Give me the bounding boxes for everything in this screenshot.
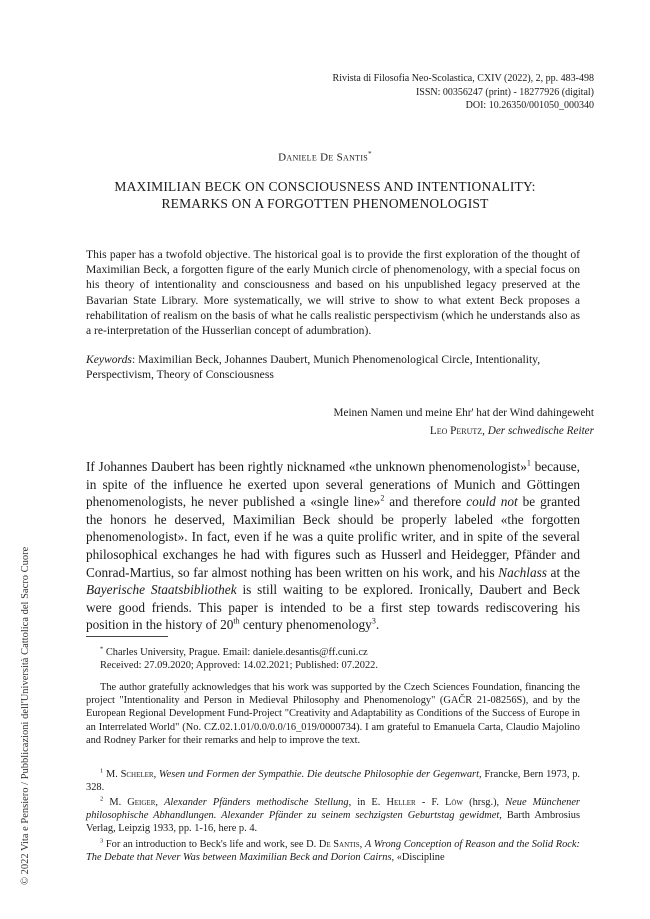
- journal-info: [333, 72, 594, 113]
- epigraph-sep: ,: [482, 425, 488, 437]
- copyright-side-credit: © 2022 Vita e Pensiero / Pubblicazioni dell'Università Cattolica del Sacro Cuore: [20, 546, 31, 885]
- body-text-6: is still waiting to be explored. Ironically, Daubert and Beck were good friends. This paper is intended to be a first step towards rediscovering his position in the history of 20: [86, 582, 580, 633]
- keywords: [86, 352, 580, 382]
- journal-doi: DOI: 10.26350/001050_000340: [465, 100, 594, 111]
- keywords-label: Keywords: [86, 353, 132, 366]
- footnote-affiliation-text: Charles University, Prague. Email: daniele.desantis@ff.cuni.cz: [103, 647, 368, 658]
- title-line-1: MAXIMILIAN BECK ON CONSCIOUSNESS AND INTENTIONALITY:: [114, 179, 536, 194]
- journal-citation: Rivista di Filosofia Neo-Scolastica, CXIV (2022), 2, pp. 483-498: [332, 73, 594, 84]
- footnote-2-number: 2: [100, 795, 104, 803]
- footnote-2-initial: M.: [103, 797, 128, 808]
- footnote-3-author: De Santis: [318, 839, 360, 850]
- footnote-2-author: Geiger: [127, 797, 156, 808]
- article-title: [60, 178, 590, 212]
- keywords-text: : Maximilian Beck, Johannes Daubert, Munich Phenomenological Circle, Intentionality, Perspectivism, Theory of Consciousness: [86, 353, 541, 382]
- footnote-ref-1[interactable]: 1: [526, 458, 531, 468]
- journal-issn: ISSN: 00356247 (print) - 18277926 (digital): [415, 86, 594, 98]
- footnote-2-mid-2: - F.: [415, 797, 446, 808]
- body-text-5: at the: [546, 564, 580, 580]
- footnote-1: [86, 768, 580, 794]
- footnote-1-rest: , Francke, Bern 1973, p. 328.: [86, 769, 580, 794]
- author-name: Daniele De Santis: [278, 151, 369, 164]
- footnote-author-affiliation: [86, 646, 580, 659]
- footnote-2-editor-2: Löw: [445, 797, 464, 808]
- footnote-1-author: Scheler: [120, 769, 154, 780]
- body-paragraph: [86, 458, 580, 634]
- footnote-3-sep: ,: [359, 839, 365, 850]
- footnote-dates: Received: 27.09.2020; Approved: 14.02.2021; Published: 07.2022.: [100, 660, 378, 671]
- footnote-3: [86, 838, 580, 864]
- footnote-2-book: Neue Münchener philosophische Abhandlungen. Alexander Pfänder zu seinem sechzigsten Geburtstag gewidmet: [86, 797, 580, 822]
- footnote-1-sep: ,: [153, 769, 159, 780]
- body-text-2: because, in spite of the influence he exerted upon several generations of Munich and Göttingen phenomenologists, he never published a «single line»: [86, 459, 581, 510]
- body-text-7: century phenomenology: [239, 617, 372, 633]
- footnote-2: [86, 796, 580, 836]
- body-italic-1: could not: [466, 494, 518, 510]
- footnote-1-title: Wesen und Formen der Sympathie. Die deutsche Philosophie der Gegenwart: [158, 769, 479, 780]
- footnote-ref-2[interactable]: 2: [380, 493, 385, 503]
- footnote-ref-3[interactable]: 3: [371, 616, 376, 626]
- footnote-1-initial: M.: [103, 769, 121, 780]
- footnote-2-sep: ,: [155, 797, 165, 808]
- author-line: [0, 150, 650, 164]
- footnote-2-mid-3: (hrsg.),: [463, 797, 506, 808]
- footnote-acknowledgement: The author gratefully acknowledges that his work was supported by the Czech Sciences Foundation, financing the project "Intentionality and Person in Medieval Philosophy and Phenomenology" (GAČR 21-08256S), and by the European Regional Development Fund-Project "Creativity and Adaptability as Conditions of the Success of Europe in an Interrelated World" (No. CZ.02.1.01/0.0/0.0/16_019/0000734). I am grateful to Emanuela Carta, Claudio Majolino and Rodney Parker for their remarks and help to improve the text.: [86, 682, 580, 746]
- body-text-3: and therefore: [384, 494, 467, 510]
- footnote-3-title: A Wrong Conception of Reason and the Solid Rock: The Debate that Never Was between Maximilian Beck and Dorion Cairns: [86, 839, 580, 864]
- footnote-3-number: 3: [100, 837, 104, 845]
- footnote-divider: [86, 636, 168, 637]
- epigraph-source: [334, 422, 594, 440]
- epigraph-quote: Meinen Namen und meine Ehr' hat der Wind dahingeweht: [333, 407, 594, 419]
- body-italic-2: Nachlass: [498, 564, 547, 580]
- ordinal-suffix: th: [233, 616, 240, 626]
- body-text-4: be granted the honors he deserved, Maximilian Beck should be properly labeled «the forgotten phenomenologist». In fact, even if he was a quite prolific writer, and in spite of the several philosophical exchanges he had with figures such as Husserl and Heidegger, Pfänder and Conrad-Martius, so far almost nothing has been written on his work, and his: [86, 494, 580, 580]
- epigraph: [334, 404, 594, 440]
- author-footnote-mark: *: [368, 150, 372, 158]
- footnote-3-rest: , «Discipline: [391, 852, 445, 864]
- footnote-1-number: 1: [100, 767, 104, 775]
- epigraph-author: Leo Perutz: [429, 425, 483, 437]
- footnote-2-editor-1: Heller: [386, 797, 416, 808]
- abstract: This paper has a twofold objective. The historical goal is to provide the first exploration of the thought of Maximilian Beck, a forgotten figure of the early Munich circle of phenomenology, with a special focus on his theory of intentionality and consciousness and based on his unpublished legacy preserved at the Bavarian State Library. More systematically, we will strive to show to what extent Beck proposes a rehabilitation of realism on the basis of what he calls realistic perspectivism (which he understands also as a re-interpretation of the Husserlian concept of adumbration).: [86, 248, 580, 338]
- footnote-2-rest: , Barth Ambrosius Verlag, Leipzig 1933, pp. 1-16, here p. 4.: [86, 810, 580, 835]
- footnote-2-title: Alexander Pfänders methodische Stellung: [164, 797, 349, 808]
- epigraph-work: Der schwedische Reiter: [487, 425, 594, 437]
- footnote-2-mid: , in E.: [348, 797, 387, 808]
- footnote-3-pre: For an introduction to Beck's life and work, see D.: [103, 839, 319, 850]
- title-line-2: REMARKS ON A FORGOTTEN PHENOMENOLOGIST: [161, 196, 489, 211]
- body-italic-3: Bayerische Staatsbibliothek: [86, 582, 237, 598]
- body-text-8: .: [375, 617, 380, 633]
- body-text-1: If Johannes Daubert has been rightly nicknamed «the unknown phenomenologist»: [86, 459, 527, 474]
- footnote-star-mark: *: [100, 645, 104, 653]
